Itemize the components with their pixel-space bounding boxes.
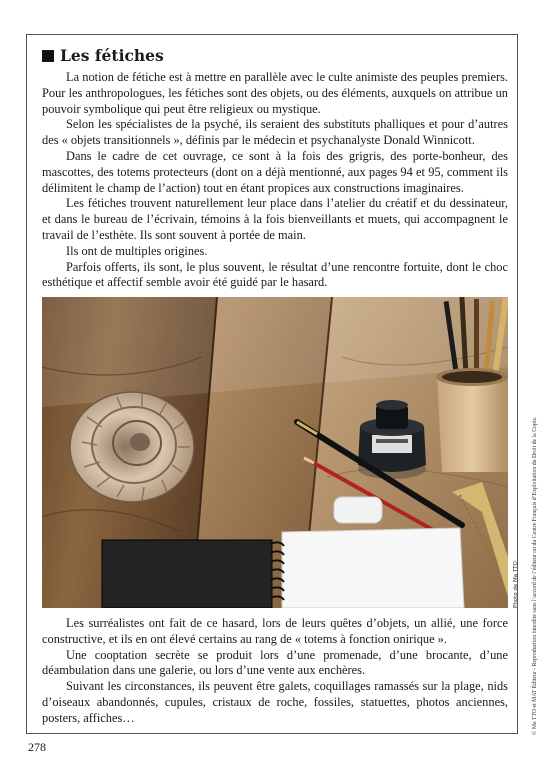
paragraph: Les fétiches trouvent naturellement leur place dans l’atelier du créatif et du dessinateur, et dans le bureau de l’écrivain, témoins à la fois bienveillants et muets, qui accompagnent le travail de l’esthète. Ils sont souvent à portée de main. bbox=[42, 196, 508, 242]
body-text-top bbox=[42, 70, 508, 291]
paragraph: Les surréalistes ont fait de ce hasard, lors de leurs quêtes d’objets, un allié, une force constructive, et ils en ont élevé certains au rang de « totems à fonction onirique ». bbox=[42, 616, 508, 646]
paragraph: La notion de fétiche est à mettre en parallèle avec le culte animiste des peuples premiers. Pour les anthropologues, les fétiches sont des objets, ou des éléments, auxquels on attribue un pouvoir symbolique qui peut être religieux ou mystique. bbox=[42, 70, 508, 116]
paragraph: Une cooptation secrète se produit lors d’une promenade, d’une brocante, d’une déambulation dans une galerie, ou lors d’une vente aux enchères. bbox=[42, 647, 508, 678]
paragraph: Dans le cadre de cet ouvrage, ce sont à la fois des grigris, des porte-bonheur, des mascottes, des totems protecteurs (dont on a déjà mentionné, aux pages 94 et 95, comment ils délimitent le champ de l’action) tout en étant propices aux constructions imaginaires. bbox=[42, 148, 508, 195]
page-number: 278 bbox=[28, 740, 46, 754]
paragraph: Ils ont de multiples origines. bbox=[66, 243, 208, 258]
spiral-notebook bbox=[102, 528, 464, 608]
paragraph: Selon les spécialistes de la psyché, ils seraient des substituts phalliques et pour d’autres des « objets transitionnels », définis par le médecin et psychanalyste Donald Winnicott. bbox=[42, 117, 508, 148]
copyright-notice: © Ma TTO et MAT Éditeur - Reproduction interdite sans l’accord de l’éditeur ou du Centre Français d’Exploitation du Droit de la Copie. bbox=[532, 416, 538, 735]
square-bullet-icon bbox=[42, 50, 54, 62]
paragraph: Parfois offerts, ils sont, le plus souvent, le résultat d’une rencontre fortuite, dont le choc esthétique et affectif semble avoir été guidé par le hasard. bbox=[42, 259, 508, 290]
eraser bbox=[334, 497, 382, 523]
section-heading bbox=[42, 46, 164, 65]
paragraph: Suivant les circonstances, ils peuvent être galets, coquillages ramassés sur la plage, nids d’oiseaux abandonnés, cupules, cristaux de roche, fossiles, statuettes, photos anciennes, posters, affiches… bbox=[42, 679, 508, 725]
body-text-bottom bbox=[42, 616, 508, 727]
desk-photo bbox=[42, 297, 508, 608]
photo-credit: Photo de Ma TTO bbox=[513, 561, 519, 608]
ammonite-fossil bbox=[70, 392, 194, 502]
section-heading-text: Les fétiches bbox=[60, 46, 164, 65]
